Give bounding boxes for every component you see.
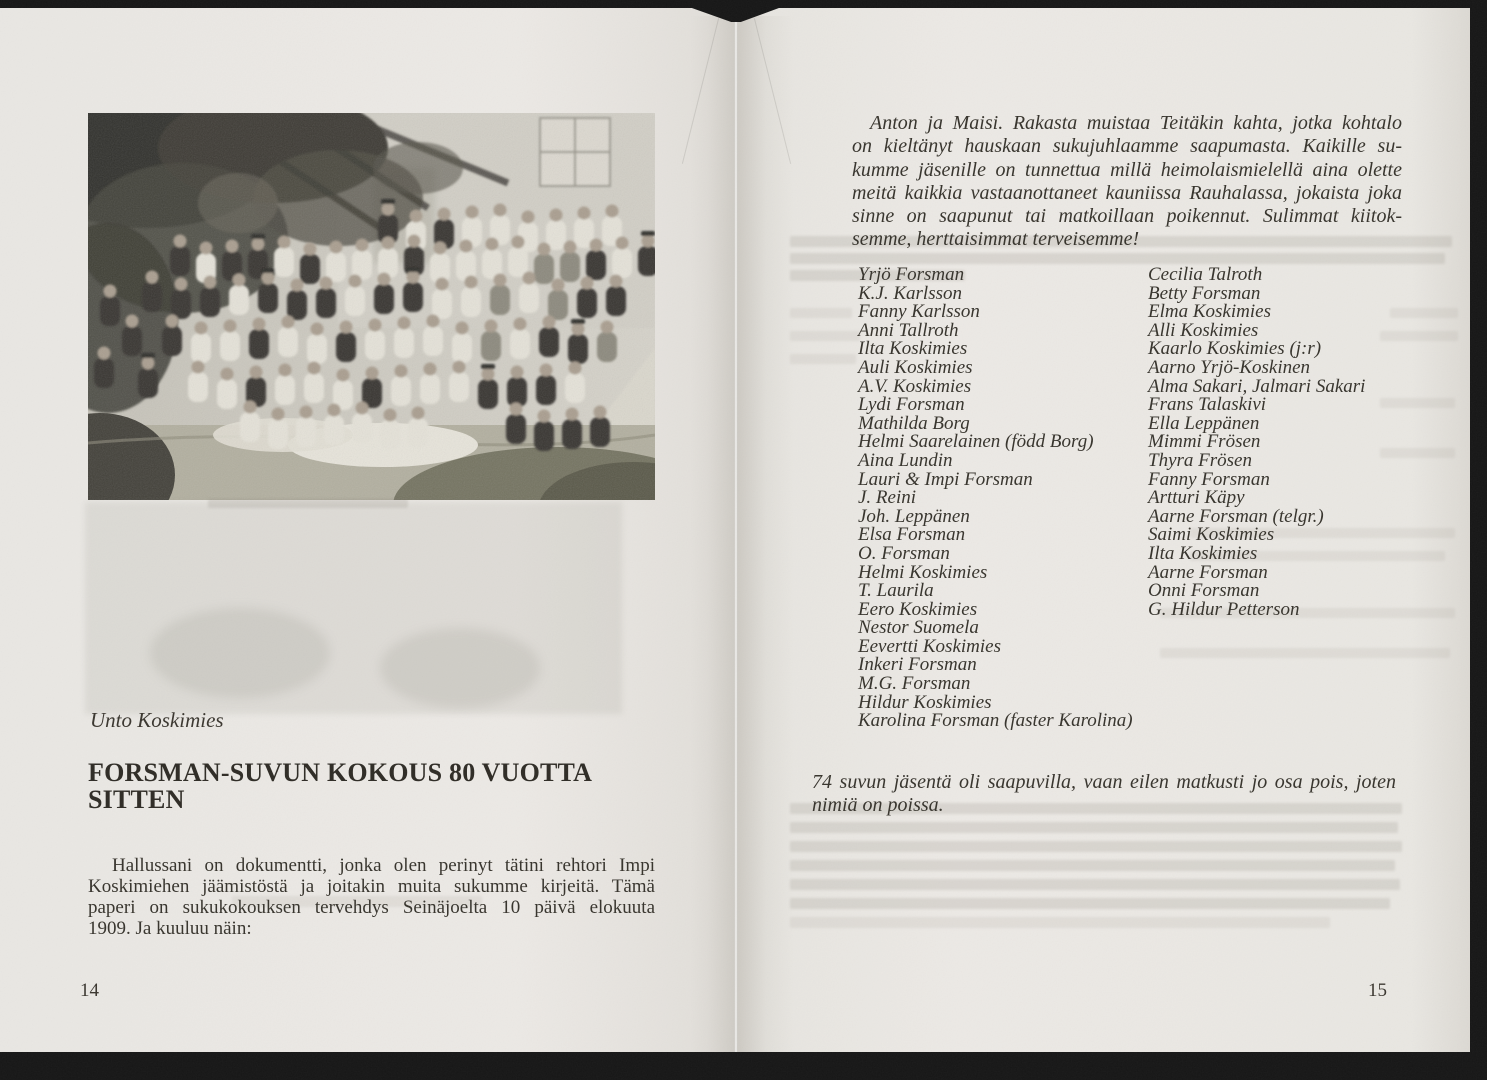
attendee-name: Cecilia Talroth [1148, 264, 1263, 285]
closing-paragraph [812, 771, 1396, 817]
attendee-name: Eevertti Koskimies [858, 635, 1001, 657]
intro-line: on kieltänyt hauskaan sukujuhlaamme saapumasta. Kaikille su- [852, 135, 1402, 158]
attendee-name: M.G. Forsman [858, 673, 971, 695]
attendee-name: G. Hildur Petterson [1148, 598, 1300, 620]
photo-grain [88, 113, 655, 500]
attendee-name: Elma Koskimies [1148, 301, 1271, 323]
intro-line: meitä kaikkia vastaanottaneet kauniissa Rauhalassa, jokaista joka [852, 181, 1402, 204]
attendee-name: Aarne Forsman (telgr.) [1148, 505, 1324, 527]
attendee-list-left [858, 266, 1148, 731]
intro-paragraph [852, 112, 1402, 252]
bleedthrough-blob-2 [380, 628, 540, 708]
attendee-name: Inkeri Forsman [858, 654, 977, 676]
attendee-name: T. Laurila [858, 580, 934, 602]
gutter-shadow-right [738, 16, 794, 1060]
intro-line: semme, herttaisimmat terveisemme! [852, 228, 1140, 251]
attendee-name: Ilta Koskimies [1148, 542, 1258, 564]
attendee-name: Helmi Saarelainen (född Borg) [858, 431, 1094, 453]
attendee-name: A.V. Koskimies [858, 375, 972, 397]
intro-line: sinne on saapunut tai matkoillaan poikennut. Sulimmat kiitok- [852, 205, 1402, 228]
author-line: Unto Koskimies [90, 708, 224, 732]
body-line: 1909. Ja kuuluu näin: [88, 918, 252, 939]
article-heading-line: FORSMAN-SUVUN KOKOUS 80 VUOTTA [88, 758, 593, 787]
attendee-name: Alli Koskimies [1148, 319, 1259, 341]
attendee-name: Aarne Forsman [1148, 561, 1268, 583]
attendee-name: Alma Sakari, Jalmari Sakari [1148, 375, 1366, 397]
attendee-name: Mimmi Frösen [1148, 431, 1261, 453]
book-spread [0, 8, 1470, 1052]
attendee-name: Frans Talaskivi [1148, 394, 1267, 416]
attendee-name: Mathilda Borg [858, 412, 970, 434]
attendee-name: Artturi Käpy [1148, 487, 1245, 509]
body-line: Hallussani on dokumentti, jonka olen perinyt tätini rehtori Impi [112, 855, 655, 876]
attendee-name: Ella Leppänen [1148, 412, 1260, 434]
attendee-name: Fanny Forsman [1148, 468, 1270, 490]
attendee-name: Fanny Karlsson [858, 301, 980, 323]
attendee-name: Karolina Forsman (faster Karolina) [858, 710, 1133, 732]
attendee-name: K.J. Karlsson [858, 282, 962, 304]
attendee-name: Helmi Koskimies [858, 561, 988, 583]
group-photo [88, 113, 655, 500]
attendee-name: O. Forsman [858, 542, 950, 564]
spine-crease [734, 16, 738, 1060]
article-heading [88, 759, 648, 813]
attendee-name: Saimi Koskimies [1148, 524, 1275, 546]
scan-edge-right [1470, 0, 1487, 1080]
attendee-name: Auli Koskimies [858, 356, 973, 378]
attendee-name: Aarno Yrjö-Koskinen [1148, 356, 1311, 378]
bleedthrough-caption-left [208, 499, 408, 508]
bleedthrough-blob-1 [150, 608, 330, 698]
intro-line: kumme jäsenille on tunnettua millä heimolaismielellä aina olette [852, 158, 1402, 181]
attendee-name: J. Reini [858, 487, 917, 509]
attendee-name: Ilta Koskimies [858, 338, 968, 360]
attendee-name: Nestor Suomela [858, 617, 979, 639]
attendee-name: Betty Forsman [1148, 282, 1261, 304]
attendee-name: Elsa Forsman [858, 524, 966, 546]
attendee-name: Onni Forsman [1148, 580, 1260, 602]
bleedthrough-photo-left [85, 502, 622, 714]
scan-edge-bottom [0, 1052, 1487, 1080]
gutter-shadow-left [690, 16, 734, 1060]
attendee-name: Lauri & Impi Forsman [858, 468, 1033, 490]
attendee-name: Joh. Leppänen [858, 505, 970, 527]
attendee-name: Lydi Forsman [858, 394, 965, 416]
attendee-name: Eero Koskimies [858, 598, 978, 620]
group-photo-illustration [88, 113, 655, 500]
attendee-name: Yrjö Forsman [858, 264, 965, 285]
attendee-name: Thyra Frösen [1148, 449, 1252, 471]
attendee-name: Anni Tallroth [858, 319, 959, 341]
left-page [0, 8, 737, 1052]
attendee-name: Aina Lundin [858, 449, 953, 471]
article-heading-line: SITTEN [88, 785, 185, 814]
page-number-right: 15 [1368, 980, 1387, 1001]
attendee-list-right [1148, 266, 1448, 619]
closing-line: 74 suvun jäsentä oli saapuvilla, vaan eilen matkusti jo osa pois, joten [812, 771, 1396, 793]
attendee-name: Kaarlo Koskimies (j:r) [1148, 338, 1322, 360]
intro-line: Anton ja Maisi. Rakasta muistaa Teitäkin kahta, jotka kohtalo [870, 112, 1402, 134]
closing-line: nimiä on poissa. [812, 794, 944, 816]
attendee-name: Hildur Koskimies [858, 691, 992, 713]
body-paragraph [88, 855, 655, 939]
body-line: paperi on sukukokouksen tervehdys Seinäjoelta 10 päivä elokuuta [88, 897, 655, 918]
page-number-left: 14 [80, 980, 99, 1001]
body-line: Koskimiehen jäämistöstä ja joitakin muita sukumme kirjeitä. Tämä [88, 876, 655, 897]
